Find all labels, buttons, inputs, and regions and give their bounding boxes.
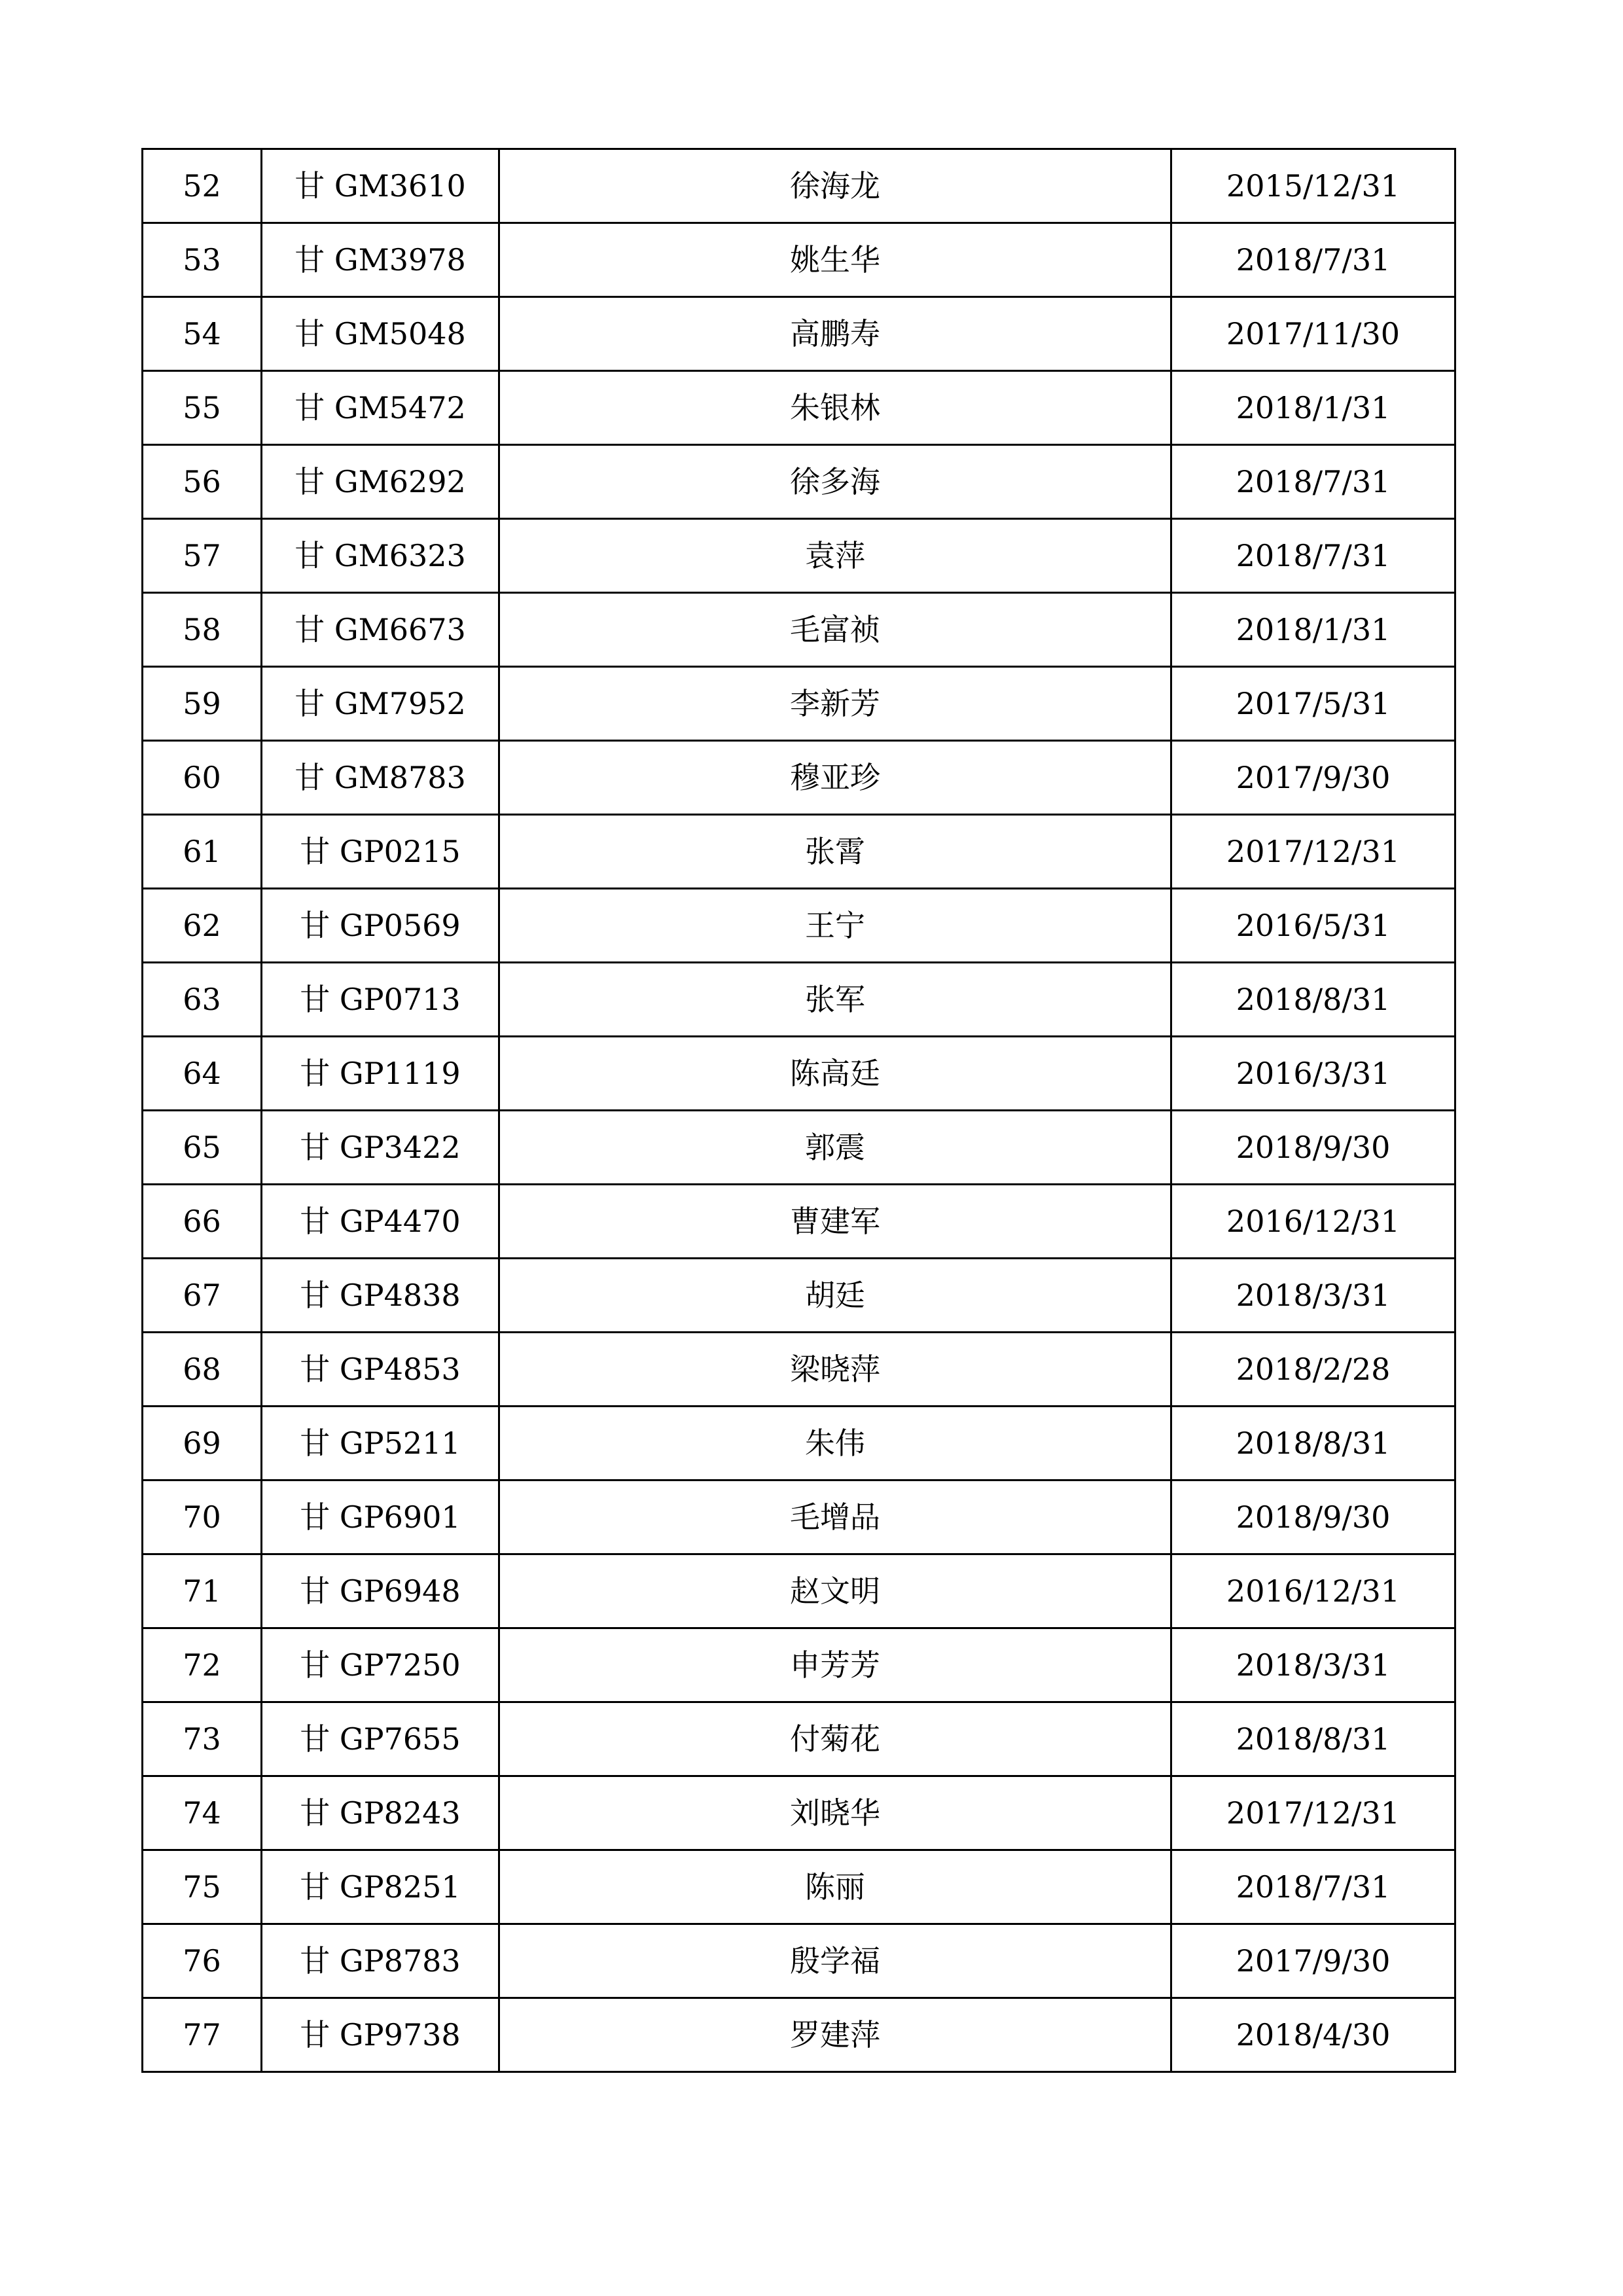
table-row	[143, 741, 1455, 815]
plate-number-cell: 甘 GP7250	[262, 1628, 499, 1702]
owner-name-cell: 王宁	[499, 889, 1171, 963]
owner-name-cell: 朱伟	[499, 1407, 1171, 1480]
row-number-cell: 64	[143, 1037, 262, 1111]
table-row	[143, 1776, 1455, 1850]
row-number-cell: 77	[143, 1998, 262, 2072]
date-cell: 2018/8/31	[1171, 963, 1455, 1037]
plate-number-cell: 甘 GP5211	[262, 1407, 499, 1480]
table-row	[143, 149, 1455, 223]
date-cell: 2017/9/30	[1171, 1924, 1455, 1998]
date-cell: 2018/4/30	[1171, 1998, 1455, 2072]
owner-name-cell: 梁晓萍	[499, 1333, 1171, 1407]
plate-number-cell: 甘 GP4853	[262, 1333, 499, 1407]
row-number-cell: 68	[143, 1333, 262, 1407]
plate-number-cell: 甘 GP8243	[262, 1776, 499, 1850]
plate-number-cell: 甘 GP6901	[262, 1480, 499, 1554]
plate-number-cell: 甘 GM6292	[262, 445, 499, 519]
plate-number-cell: 甘 GM5048	[262, 297, 499, 371]
row-number-cell: 54	[143, 297, 262, 371]
table-row	[143, 1554, 1455, 1628]
owner-name-cell: 赵文明	[499, 1554, 1171, 1628]
date-cell: 2018/9/30	[1171, 1480, 1455, 1554]
date-cell: 2017/12/31	[1171, 815, 1455, 889]
table-row	[143, 593, 1455, 667]
date-cell: 2018/7/31	[1171, 1850, 1455, 1924]
plate-number-cell: 甘 GM3978	[262, 223, 499, 297]
date-cell: 2017/11/30	[1171, 297, 1455, 371]
row-number-cell: 60	[143, 741, 262, 815]
date-cell: 2018/9/30	[1171, 1111, 1455, 1185]
plate-number-cell: 甘 GP0569	[262, 889, 499, 963]
plate-number-cell: 甘 GP0713	[262, 963, 499, 1037]
date-cell: 2016/12/31	[1171, 1554, 1455, 1628]
owner-name-cell: 姚生华	[499, 223, 1171, 297]
row-number-cell: 73	[143, 1702, 262, 1776]
owner-name-cell: 毛富祯	[499, 593, 1171, 667]
row-number-cell: 62	[143, 889, 262, 963]
owner-name-cell: 穆亚珍	[499, 741, 1171, 815]
owner-name-cell: 郭震	[499, 1111, 1171, 1185]
table-row	[143, 1924, 1455, 1998]
table-row	[143, 1407, 1455, 1480]
owner-name-cell: 申芳芳	[499, 1628, 1171, 1702]
table-row	[143, 963, 1455, 1037]
table-row	[143, 1333, 1455, 1407]
owner-name-cell: 徐多海	[499, 445, 1171, 519]
date-cell: 2018/3/31	[1171, 1628, 1455, 1702]
row-number-cell: 61	[143, 815, 262, 889]
plate-number-cell: 甘 GP4470	[262, 1185, 499, 1259]
row-number-cell: 72	[143, 1628, 262, 1702]
plate-number-cell: 甘 GP8251	[262, 1850, 499, 1924]
table-row	[143, 889, 1455, 963]
owner-name-cell: 徐海龙	[499, 149, 1171, 223]
plate-number-cell: 甘 GM6673	[262, 593, 499, 667]
row-number-cell: 75	[143, 1850, 262, 1924]
owner-name-cell: 付菊花	[499, 1702, 1171, 1776]
owner-name-cell: 袁萍	[499, 519, 1171, 593]
owner-name-cell: 胡廷	[499, 1259, 1171, 1333]
row-number-cell: 56	[143, 445, 262, 519]
plate-number-cell: 甘 GP9738	[262, 1998, 499, 2072]
plate-number-cell: 甘 GP3422	[262, 1111, 499, 1185]
date-cell: 2016/5/31	[1171, 889, 1455, 963]
date-cell: 2018/3/31	[1171, 1259, 1455, 1333]
table-row	[143, 1628, 1455, 1702]
owner-name-cell: 罗建萍	[499, 1998, 1171, 2072]
date-cell: 2016/12/31	[1171, 1185, 1455, 1259]
row-number-cell: 63	[143, 963, 262, 1037]
date-cell: 2018/7/31	[1171, 519, 1455, 593]
plate-number-cell: 甘 GP8783	[262, 1924, 499, 1998]
table-row	[143, 1702, 1455, 1776]
date-cell: 2016/3/31	[1171, 1037, 1455, 1111]
date-cell: 2018/8/31	[1171, 1407, 1455, 1480]
row-number-cell: 66	[143, 1185, 262, 1259]
plate-number-cell: 甘 GP7655	[262, 1702, 499, 1776]
row-number-cell: 74	[143, 1776, 262, 1850]
table-row	[143, 1480, 1455, 1554]
plate-number-cell: 甘 GM7952	[262, 667, 499, 741]
row-number-cell: 55	[143, 371, 262, 445]
table-row	[143, 1111, 1455, 1185]
plate-number-cell: 甘 GP1119	[262, 1037, 499, 1111]
table-row	[143, 815, 1455, 889]
row-number-cell: 52	[143, 149, 262, 223]
owner-name-cell: 张霄	[499, 815, 1171, 889]
date-cell: 2018/2/28	[1171, 1333, 1455, 1407]
row-number-cell: 58	[143, 593, 262, 667]
row-number-cell: 69	[143, 1407, 262, 1480]
records-body	[143, 149, 1455, 2072]
plate-number-cell: 甘 GM6323	[262, 519, 499, 593]
row-number-cell: 53	[143, 223, 262, 297]
date-cell: 2017/5/31	[1171, 667, 1455, 741]
table-row	[143, 1185, 1455, 1259]
row-number-cell: 57	[143, 519, 262, 593]
row-number-cell: 76	[143, 1924, 262, 1998]
table-row	[143, 1850, 1455, 1924]
plate-number-cell: 甘 GP4838	[262, 1259, 499, 1333]
date-cell: 2018/1/31	[1171, 371, 1455, 445]
owner-name-cell: 高鹏寿	[499, 297, 1171, 371]
table-row	[143, 445, 1455, 519]
row-number-cell: 71	[143, 1554, 262, 1628]
owner-name-cell: 李新芳	[499, 667, 1171, 741]
date-cell: 2015/12/31	[1171, 149, 1455, 223]
table-row	[143, 1998, 1455, 2072]
table-row	[143, 371, 1455, 445]
table-row	[143, 1259, 1455, 1333]
date-cell: 2017/12/31	[1171, 1776, 1455, 1850]
plate-number-cell: 甘 GM3610	[262, 149, 499, 223]
plate-number-cell: 甘 GM5472	[262, 371, 499, 445]
table-row	[143, 667, 1455, 741]
row-number-cell: 65	[143, 1111, 262, 1185]
owner-name-cell: 陈丽	[499, 1850, 1171, 1924]
date-cell: 2018/7/31	[1171, 445, 1455, 519]
plate-number-cell: 甘 GP0215	[262, 815, 499, 889]
records-table	[141, 148, 1456, 2073]
owner-name-cell: 张军	[499, 963, 1171, 1037]
plate-number-cell: 甘 GM8783	[262, 741, 499, 815]
owner-name-cell: 毛增品	[499, 1480, 1171, 1554]
date-cell: 2017/9/30	[1171, 741, 1455, 815]
table-row	[143, 223, 1455, 297]
date-cell: 2018/1/31	[1171, 593, 1455, 667]
owner-name-cell: 刘晓华	[499, 1776, 1171, 1850]
owner-name-cell: 朱银林	[499, 371, 1171, 445]
row-number-cell: 67	[143, 1259, 262, 1333]
owner-name-cell: 殷学福	[499, 1924, 1171, 1998]
date-cell: 2018/7/31	[1171, 223, 1455, 297]
row-number-cell: 59	[143, 667, 262, 741]
plate-number-cell: 甘 GP6948	[262, 1554, 499, 1628]
owner-name-cell: 陈高廷	[499, 1037, 1171, 1111]
table-row	[143, 297, 1455, 371]
table-row	[143, 1037, 1455, 1111]
date-cell: 2018/8/31	[1171, 1702, 1455, 1776]
table-row	[143, 519, 1455, 593]
row-number-cell: 70	[143, 1480, 262, 1554]
owner-name-cell: 曹建军	[499, 1185, 1171, 1259]
